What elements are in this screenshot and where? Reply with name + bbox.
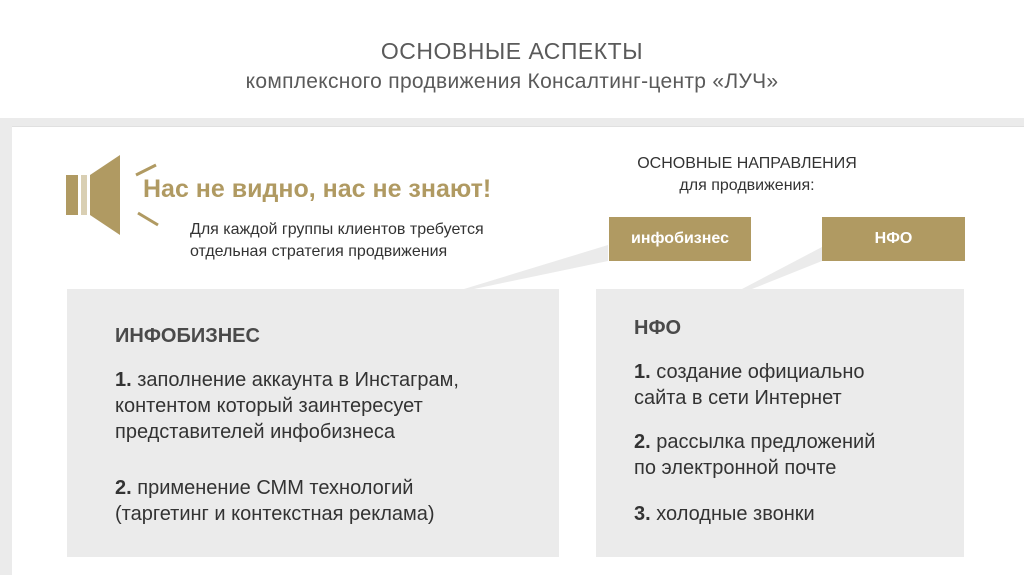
- promo-description-line: Для каждой группы клиентов требуется: [190, 221, 484, 238]
- promo-description: [190, 219, 590, 263]
- list-item: [634, 501, 815, 527]
- panel-title: НФО: [634, 317, 682, 339]
- item-text: заполнение аккаунта в Инстаграм,: [137, 369, 459, 391]
- item-text: применение СММ технологий: [137, 477, 414, 499]
- tag-infobusiness: инфобизнес: [609, 217, 751, 261]
- list-item: [634, 429, 875, 481]
- page-subtitle: комплексного продвижения Консалтинг-центр «ЛУЧ»: [245, 70, 779, 93]
- item-text: представителей инфобизнеса: [115, 421, 395, 443]
- item-text: контентом который заинтересует: [115, 395, 423, 417]
- promo-description-line: отдельная стратегия продвижения: [190, 243, 448, 260]
- slide-header: [0, 0, 1024, 118]
- item-text: (таргетинг и контекстная реклама): [115, 503, 435, 525]
- list-item: [115, 367, 459, 445]
- panel-nfo: [596, 289, 964, 557]
- slogan: Нас не видно, нас не знают!: [143, 175, 492, 203]
- list-item: [115, 475, 435, 527]
- item-number: 2.: [115, 477, 132, 499]
- panel-infobusiness: [67, 289, 559, 557]
- item-number: 1.: [115, 369, 132, 391]
- directions-title-line: для продвижения:: [679, 177, 815, 194]
- item-text: рассылка предложений: [656, 431, 876, 453]
- item-number: 3.: [634, 503, 651, 525]
- item-text: холодные звонки: [656, 503, 815, 525]
- directions-title-line: ОСНОВНЫЕ НАПРАВЛЕНИЯ: [637, 155, 857, 172]
- item-text: создание официально: [656, 361, 865, 383]
- item-text: по электронной почте: [634, 457, 837, 479]
- page-title: ОСНОВНЫЕ АСПЕКТЫ: [380, 38, 644, 64]
- panel-title: ИНФОБИЗНЕС: [115, 325, 260, 347]
- item-number: 2.: [634, 431, 651, 453]
- directions-title: [622, 153, 872, 197]
- list-item: [634, 359, 865, 411]
- slide-body: [12, 126, 1024, 575]
- tag-nfo: НФО: [822, 217, 965, 261]
- item-text: сайта в сети Интернет: [634, 387, 842, 409]
- item-number: 1.: [634, 361, 651, 383]
